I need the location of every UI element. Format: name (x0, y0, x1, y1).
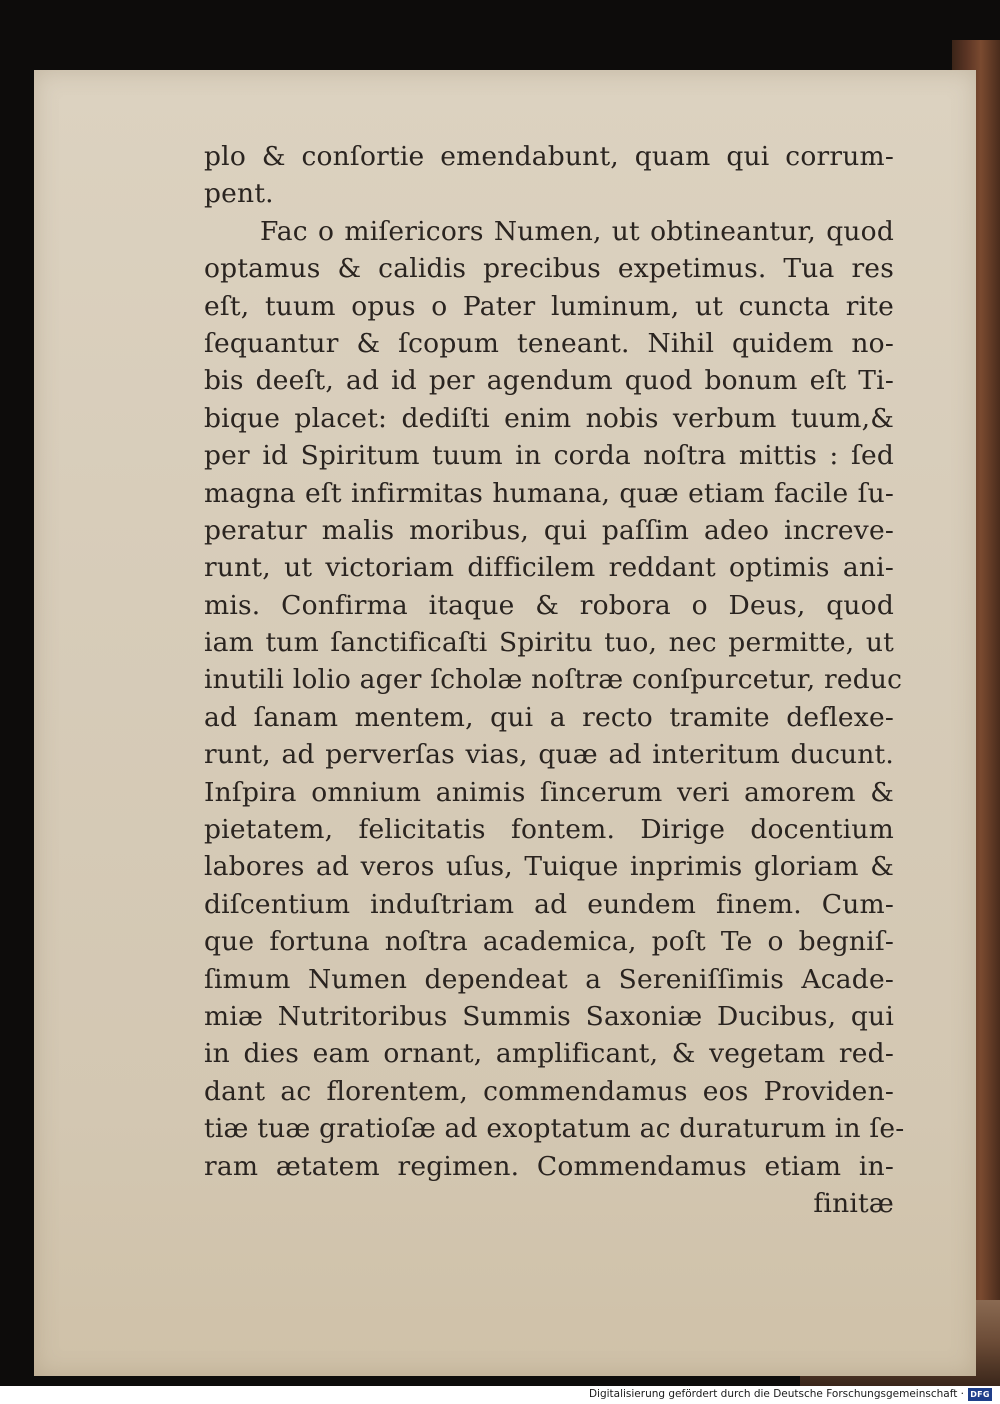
footer-bar (0, 1386, 1000, 1404)
text-line: runt, ad perverſas vias, quæ ad interitum ducunt. (204, 739, 894, 771)
text-line: per id Spiritum tuum in corda noſtra mittis : ſed (204, 440, 894, 472)
text-line: miæ Nutritoribus Summis Saxoniæ Ducibus, qui (204, 1000, 894, 1032)
text-line: runt, ut victoriam difficilem reddant optimis ani- (204, 552, 894, 584)
text-line: ſequantur & ſcopum teneant. Nihil quidem no- (204, 327, 894, 359)
footer-credit: Digitalisierung gefördert durch die Deutsche Forschungsgemeinschaft · (588, 1388, 964, 1400)
dfg-logo-icon[interactable]: DFG (968, 1388, 992, 1401)
text-line: optamus & calidis precibus expetimus. Tua res (204, 253, 894, 285)
text-line: pent. (204, 178, 274, 210)
text-line: in dies eam ornant, amplificant, & vegetam red- (204, 1038, 894, 1070)
text-line: pietatem, felicitatis fontem. Dirige docentium (204, 814, 894, 846)
text-line: Inſpira omnium animis ſincerum veri amorem & (204, 776, 894, 808)
text-line: dant ac florentem, commendamus eos Providen- (204, 1075, 894, 1107)
text-line: Fac o miſericors Numen, ut obtineantur, quod (260, 215, 894, 247)
text-line: ram ætatem regimen. Commendamus etiam in- (204, 1150, 894, 1182)
catchword: finitæ (813, 1187, 894, 1219)
text-line: mis. Confirma itaque & robora o Deus, quod (204, 589, 894, 621)
text-line: labores ad veros uſus, Tuique inprimis gloriam & (204, 851, 894, 883)
text-line: bis deeſt, ad id per agendum quod bonum eſt Ti- (204, 365, 894, 397)
text-line: diſcentium induſtriam ad eundem finem. Cum- (204, 888, 894, 920)
text-line: tiæ tuæ gratioſæ ad exoptatum ac duraturum in ſe- (204, 1113, 905, 1145)
text-line: plo & conſortie emendabunt, quam qui corrum- (204, 141, 894, 172)
text-line: ad ſanam mentem, qui a recto tramite deflexe- (204, 701, 894, 733)
text-line: ſimum Numen dependeat a Sereniſſimis Acade- (204, 963, 894, 995)
page-text (204, 138, 905, 1222)
text-line: bique placet: dediſti enim nobis verbum tuum,& (204, 402, 894, 434)
text-line: que fortuna noſtra academica, poſt Te o begniſ- (204, 926, 894, 958)
text-line: iam tum ſanctificaſti Spiritu tuo, nec permitte, ut (204, 627, 894, 659)
text-line: peratur malis moribus, qui paſſim adeo increve- (204, 514, 894, 546)
text-line: inutili lolio ager ſcholæ noſtræ conſpurcetur, reduc (204, 664, 903, 696)
text-line: eſt, tuum opus o Pater luminum, ut cuncta rite (204, 290, 894, 322)
text-line: magna eſt infirmitas humana, quæ etiam facile ſu- (204, 477, 894, 509)
